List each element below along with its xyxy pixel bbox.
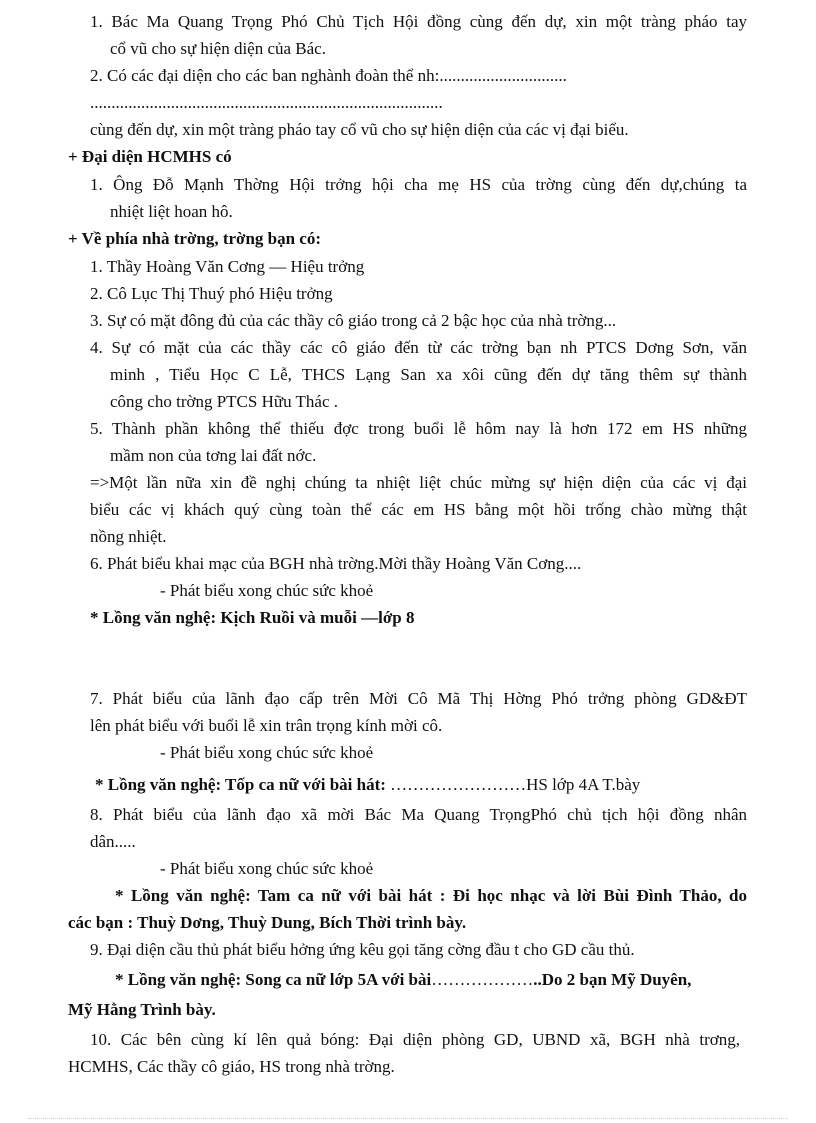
performance-line: [95, 775, 640, 795]
text-line: 5. Thành phần không thể thiếu đợc trong buổi lễ hôm nay là hơn 172 em HS những: [90, 419, 747, 438]
text-line: lên phát biểu với buổi lễ xin trân trọng kính mời cô.: [90, 716, 443, 735]
section-heading: + Đại diện HCMHS có: [68, 147, 232, 166]
text-line: 1. Bác Ma Quang Trọng Phó Chủ Tịch Hội đồng cùng đến dự, xin một tràng pháo tay: [90, 12, 747, 31]
text-line: nhiệt liệt hoan hô.: [110, 202, 233, 221]
performance-line: [115, 970, 691, 990]
text-line: - Phát biểu xong chúc sức khoẻ: [160, 859, 374, 878]
text-line: 10. Các bên cùng kí lên quả bóng: Đại diện phòng GD, UBND xã, BGH nhà trơng,: [90, 1030, 740, 1049]
text-line: 2. Cô Lục Thị Thuý phó Hiệu trởng: [90, 284, 333, 303]
text-line: 4. Sự có mặt của các thầy các cô giáo đến từ các trờng bạn nh PTCS Dơng Sơn, văn: [90, 338, 747, 357]
text-line: HCMHS, Các thầy cô giáo, HS trong nhà trờng.: [68, 1057, 395, 1076]
text-line: 1. Thầy Hoàng Văn Cơng — Hiệu trởng: [90, 257, 365, 276]
dots: ……………………: [390, 775, 527, 794]
text-line: 7. Phát biểu của lãnh đạo cấp trên Mời Cô Mã Thị Hờng Phó trởng phòng GD&ĐT: [90, 689, 747, 708]
performance-label: * Lồng văn nghệ: Song ca nữ lớp 5A với bài: [115, 970, 432, 989]
performance-line: * Lồng văn nghệ: Kịch Ruồi và muỗi —lớp 8: [90, 608, 415, 627]
text-line: 6. Phát biểu khai mạc của BGH nhà trờng.Mời thầy Hoàng Văn Cơng....: [90, 554, 582, 573]
text-line: 1. Ông Đỗ Mạnh Thờng Hội trởng hội cha mẹ HS của trờng cùng đến dự,chúng ta: [90, 175, 747, 194]
performer-text: HS lớp 4A T.bày: [526, 775, 641, 794]
text-line: cổ vũ cho sự hiện diện của Bác.: [110, 39, 326, 58]
text-line: ...................................................................................: [90, 93, 443, 112]
text-line: mầm non của tơng lai đất nớc.: [110, 446, 317, 465]
text-line: - Phát biểu xong chúc sức khoẻ: [160, 581, 374, 600]
performance-label: * Lồng văn nghệ: Tốp ca nữ với bài hát:: [95, 775, 391, 794]
performer-text: ..Do 2 bạn Mỹ Duyên,: [533, 970, 692, 989]
text-line: nồng nhiệt.: [90, 527, 167, 546]
text-line: 9. Đại diện cầu thủ phát biểu hởng ứng kêu gọi tăng cờng đầu t cho GD cầu thủ.: [90, 940, 635, 959]
text-line: biểu các vị khách quý cùng toàn thể các em HS bằng một hồi trống chào mừng thật: [90, 500, 747, 519]
text-line: 3. Sự có mặt đông đủ của các thầy cô giáo trong cả 2 bậc học của nhà trờng...: [90, 311, 617, 330]
text-line: 8. Phát biểu của lãnh đạo xã mời Bác Ma Quang TrọngPhó chủ tịch hội đồng nhân: [90, 805, 747, 824]
text-line: =>Một lần nữa xin đề nghị chúng ta nhiệt liệt chúc mừng sự hiện diện của các vị đại: [90, 473, 747, 492]
text-line: cùng đến dự, xin một tràng pháo tay cổ vũ cho sự hiện diện của các vị đại biểu.: [90, 120, 629, 139]
text-line: dân.....: [90, 832, 136, 851]
text-line: công cho trờng PTCS Hữu Thác .: [110, 392, 339, 411]
text-line: 2. Có các đại diện cho các ban nghành đoàn thể nh:..............................: [90, 66, 567, 85]
performance-line: Mỹ Hằng Trình bày.: [68, 1000, 216, 1019]
text-line: - Phát biểu xong chúc sức khoẻ: [160, 743, 374, 762]
performance-line: * Lồng văn nghệ: Tam ca nữ với bài hát : Đi học nhạc và lời Bùi Đình Thảo, do: [115, 886, 747, 905]
dots: ………………: [431, 970, 534, 989]
performance-line: các bạn : Thuỳ Dơng, Thuỳ Dung, Bích Thời trình bày.: [68, 913, 467, 932]
text-line: minh , Tiểu Học C Lễ, THCS Lạng San xa xôi cũng đến dự tăng thêm sự thành: [110, 365, 747, 384]
page-footer-rule: [28, 1118, 788, 1119]
section-heading: + Về phía nhà trờng, trờng bạn có:: [68, 229, 322, 248]
